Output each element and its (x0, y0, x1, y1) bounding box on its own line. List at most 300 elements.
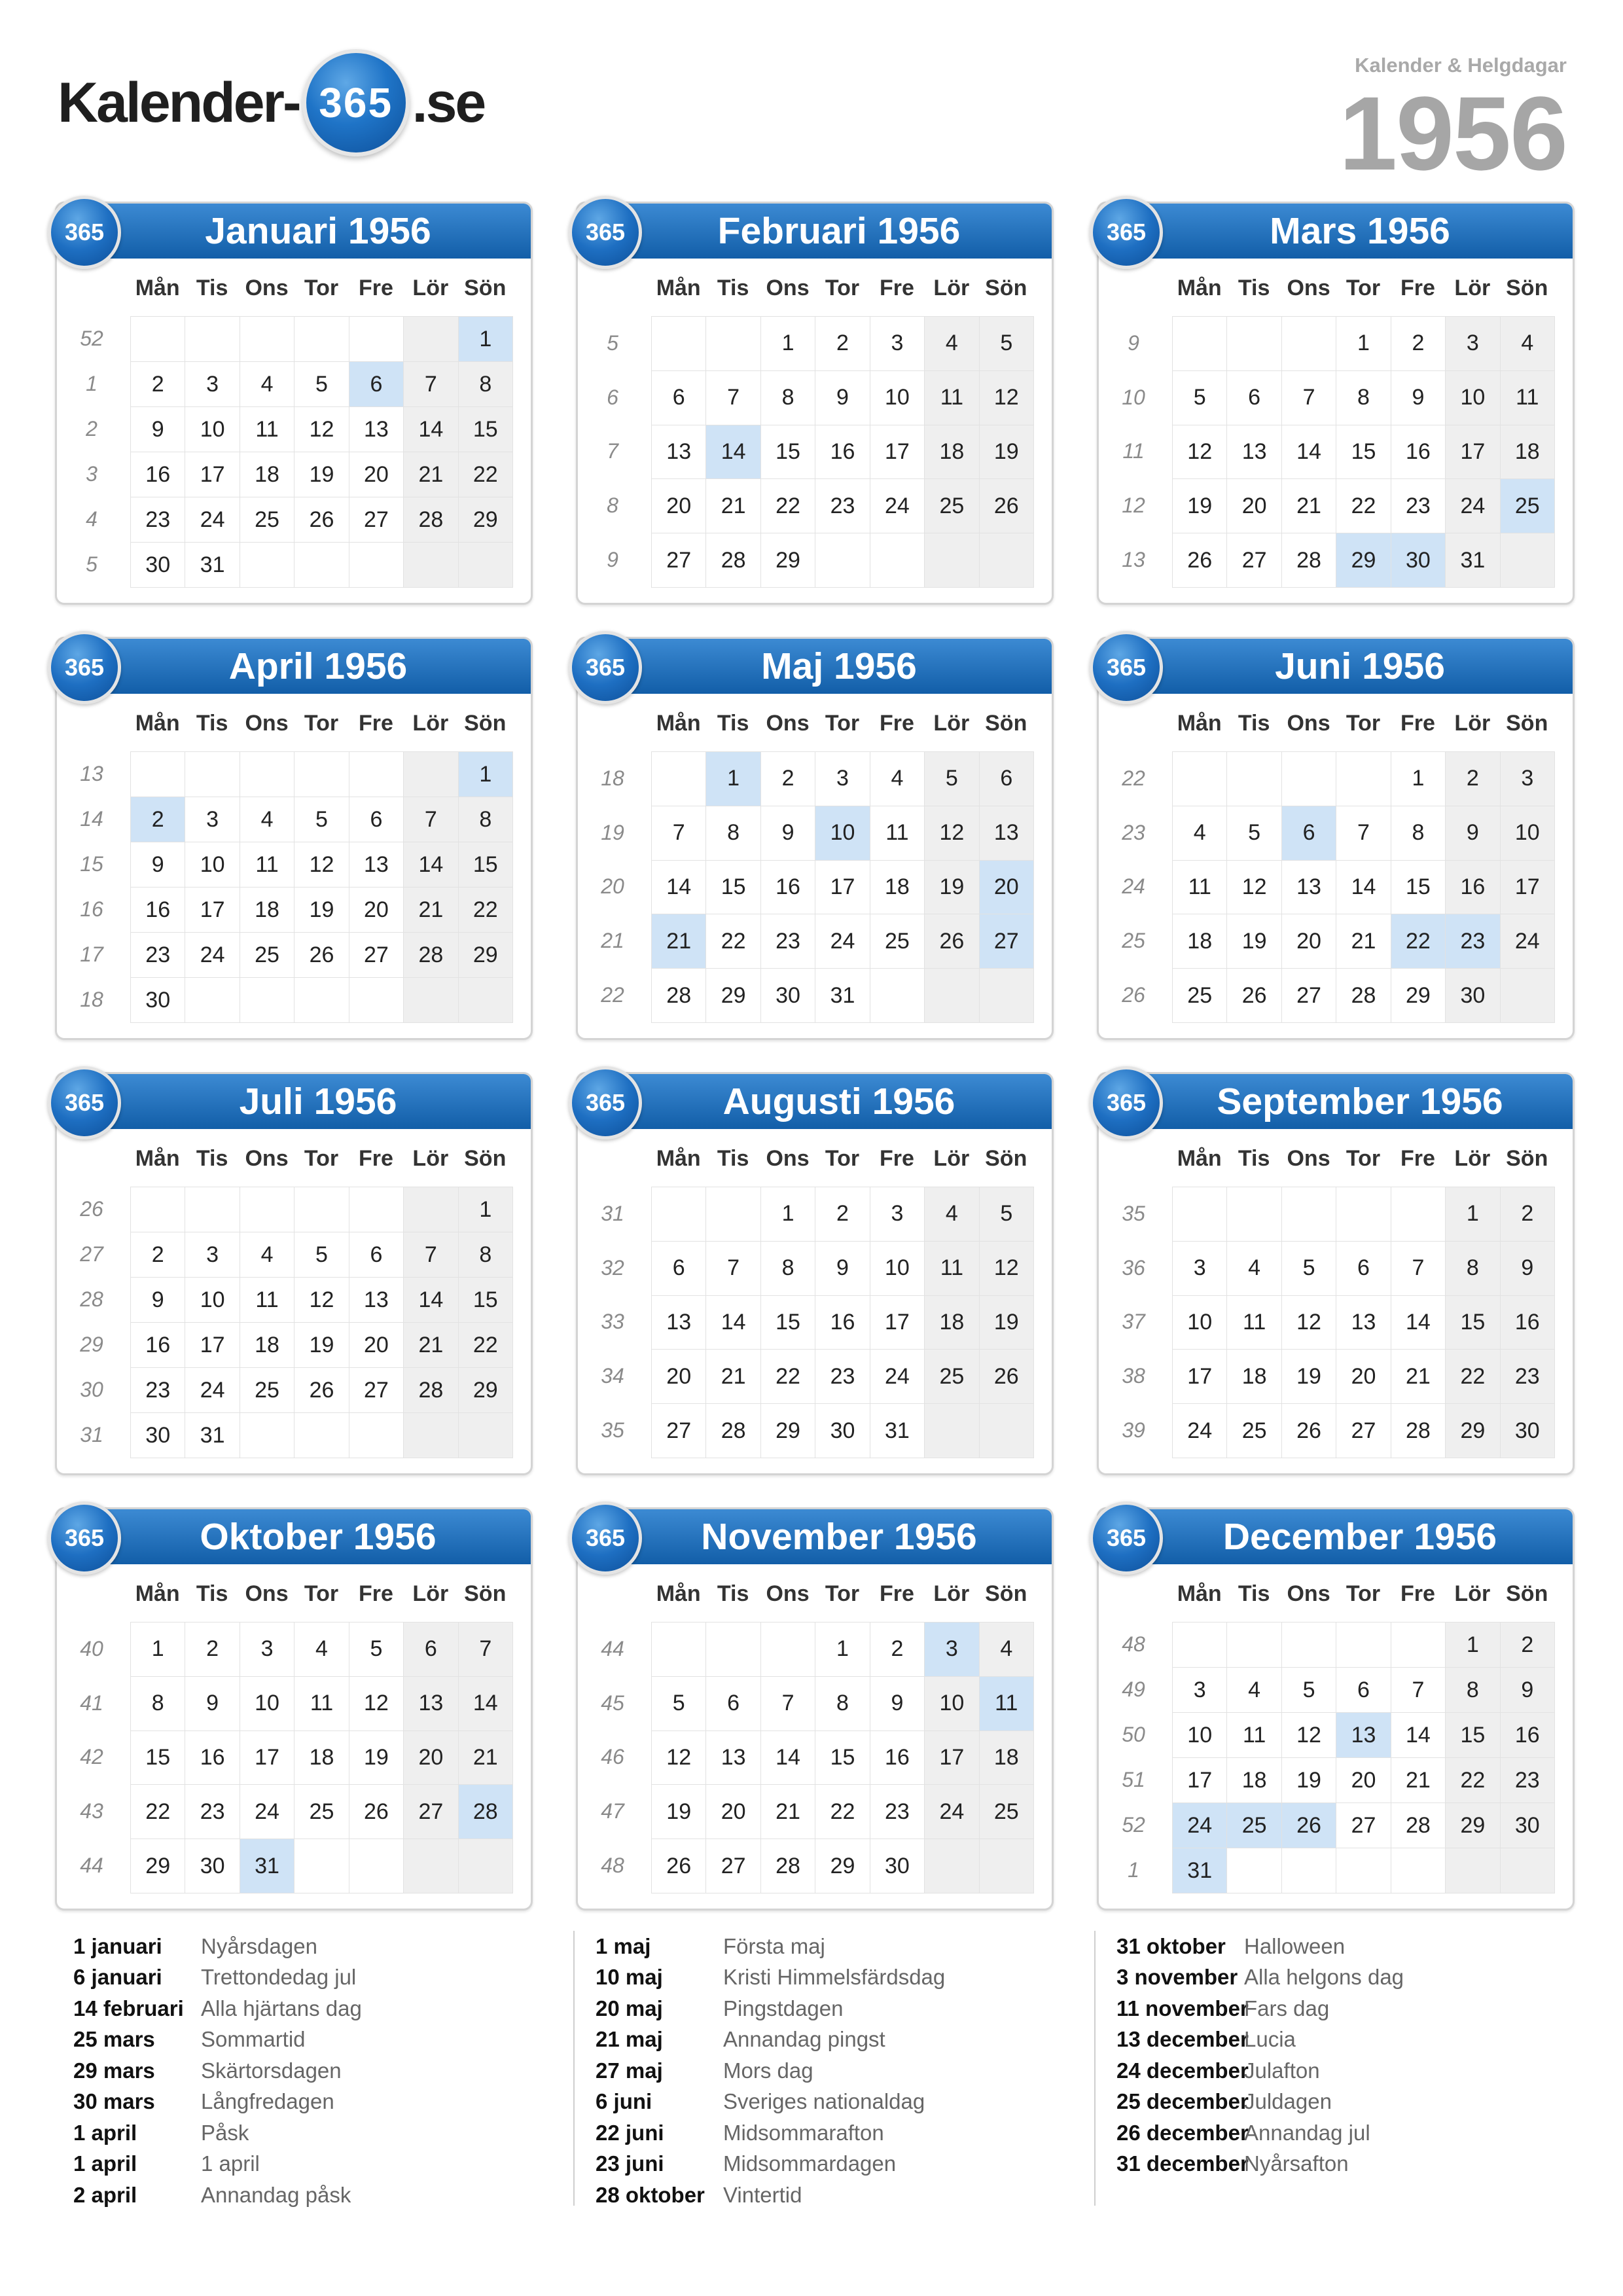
day-cell[interactable]: 3 (925, 1623, 979, 1677)
day-cell[interactable]: 20 (1227, 479, 1281, 533)
day-cell[interactable]: 17 (1501, 861, 1555, 915)
day-cell[interactable]: 26 (980, 479, 1034, 533)
day-cell[interactable]: 26 (294, 497, 349, 543)
day-cell[interactable]: 31 (185, 543, 240, 588)
day-cell[interactable]: 6 (349, 362, 404, 407)
day-cell[interactable]: 18 (1227, 1350, 1281, 1404)
day-cell[interactable]: 2 (815, 317, 870, 371)
day-cell[interactable]: 29 (459, 933, 513, 978)
day-cell[interactable]: 27 (404, 1785, 458, 1839)
day-cell[interactable]: 20 (1282, 914, 1336, 969)
day-cell[interactable]: 28 (404, 933, 458, 978)
day-cell[interactable]: 1 (1446, 1623, 1500, 1668)
day-cell[interactable]: 8 (459, 797, 513, 842)
day-cell[interactable]: 22 (761, 479, 815, 533)
day-cell[interactable]: 26 (1282, 1803, 1336, 1848)
day-cell[interactable]: 12 (294, 842, 349, 888)
day-cell[interactable]: 25 (240, 1368, 294, 1413)
day-cell[interactable]: 20 (1336, 1758, 1391, 1803)
day-cell[interactable]: 30 (1501, 1803, 1555, 1848)
day-cell[interactable]: 10 (185, 1278, 240, 1323)
day-cell[interactable]: 12 (925, 806, 979, 861)
day-cell[interactable]: 3 (1501, 752, 1555, 806)
day-cell[interactable]: 4 (240, 1232, 294, 1278)
day-cell[interactable]: 29 (1391, 969, 1446, 1023)
day-cell[interactable]: 28 (652, 969, 706, 1023)
day-cell[interactable]: 19 (349, 1731, 404, 1785)
day-cell[interactable]: 17 (185, 888, 240, 933)
day-cell[interactable]: 1 (459, 752, 513, 797)
day-cell[interactable]: 25 (925, 479, 979, 533)
day-cell[interactable]: 30 (1446, 969, 1500, 1023)
day-cell[interactable]: 9 (131, 1278, 185, 1323)
day-cell[interactable]: 7 (404, 362, 458, 407)
day-cell[interactable]: 30 (815, 1404, 870, 1458)
day-cell[interactable]: 8 (1446, 1668, 1500, 1713)
day-cell[interactable]: 10 (1173, 1296, 1227, 1350)
day-cell[interactable]: 8 (1446, 1242, 1500, 1296)
day-cell[interactable]: 3 (185, 362, 240, 407)
day-cell[interactable]: 17 (1173, 1350, 1227, 1404)
day-cell[interactable]: 14 (1282, 425, 1336, 480)
day-cell[interactable]: 26 (1282, 1404, 1336, 1458)
day-cell[interactable]: 5 (652, 1677, 706, 1731)
day-cell[interactable]: 4 (925, 1187, 979, 1242)
day-cell[interactable]: 25 (1173, 969, 1227, 1023)
day-cell[interactable]: 12 (652, 1731, 706, 1785)
day-cell[interactable]: 5 (1227, 806, 1281, 861)
day-cell[interactable]: 1 (761, 1187, 815, 1242)
day-cell[interactable]: 29 (761, 533, 815, 588)
day-cell[interactable]: 7 (1282, 371, 1336, 425)
day-cell[interactable]: 13 (706, 1731, 760, 1785)
day-cell[interactable]: 13 (349, 1278, 404, 1323)
day-cell[interactable]: 13 (1227, 425, 1281, 480)
day-cell[interactable]: 15 (1446, 1296, 1500, 1350)
day-cell[interactable]: 17 (1446, 425, 1500, 480)
day-cell[interactable]: 28 (404, 1368, 458, 1413)
day-cell[interactable]: 29 (1446, 1803, 1500, 1848)
day-cell[interactable]: 10 (1173, 1713, 1227, 1758)
day-cell[interactable]: 4 (1501, 317, 1555, 371)
day-cell[interactable]: 11 (870, 806, 925, 861)
day-cell[interactable]: 22 (815, 1785, 870, 1839)
day-cell[interactable]: 2 (870, 1623, 925, 1677)
day-cell[interactable]: 10 (1501, 806, 1555, 861)
day-cell[interactable]: 4 (980, 1623, 1034, 1677)
day-cell[interactable]: 29 (706, 969, 760, 1023)
day-cell[interactable]: 14 (1336, 861, 1391, 915)
day-cell[interactable]: 16 (815, 1296, 870, 1350)
day-cell[interactable]: 26 (294, 1368, 349, 1413)
day-cell[interactable]: 17 (1173, 1758, 1227, 1803)
day-cell[interactable]: 12 (980, 371, 1034, 425)
day-cell[interactable]: 28 (459, 1785, 513, 1839)
day-cell[interactable]: 23 (1391, 479, 1446, 533)
day-cell[interactable]: 15 (706, 861, 760, 915)
day-cell[interactable]: 6 (1227, 371, 1281, 425)
day-cell[interactable]: 6 (980, 752, 1034, 806)
day-cell[interactable]: 22 (1391, 914, 1446, 969)
day-cell[interactable]: 12 (1282, 1296, 1336, 1350)
day-cell[interactable]: 26 (349, 1785, 404, 1839)
day-cell[interactable]: 28 (761, 1839, 815, 1893)
day-cell[interactable]: 30 (870, 1839, 925, 1893)
day-cell[interactable]: 6 (349, 1232, 404, 1278)
day-cell[interactable]: 15 (761, 425, 815, 480)
day-cell[interactable]: 4 (240, 362, 294, 407)
day-cell[interactable]: 1 (1446, 1187, 1500, 1242)
day-cell[interactable]: 14 (404, 1278, 458, 1323)
day-cell[interactable]: 16 (131, 452, 185, 497)
day-cell[interactable]: 28 (1391, 1803, 1446, 1848)
day-cell[interactable]: 29 (761, 1404, 815, 1458)
day-cell[interactable]: 28 (1282, 533, 1336, 588)
day-cell[interactable]: 14 (652, 861, 706, 915)
day-cell[interactable]: 4 (925, 317, 979, 371)
day-cell[interactable]: 19 (1227, 914, 1281, 969)
day-cell[interactable]: 1 (131, 1623, 185, 1677)
day-cell[interactable]: 9 (131, 407, 185, 452)
day-cell[interactable]: 31 (1173, 1848, 1227, 1893)
day-cell[interactable]: 1 (459, 1187, 513, 1232)
day-cell[interactable]: 17 (185, 1323, 240, 1368)
day-cell[interactable]: 20 (980, 861, 1034, 915)
day-cell[interactable]: 11 (240, 1278, 294, 1323)
day-cell[interactable]: 24 (185, 933, 240, 978)
day-cell[interactable]: 18 (1227, 1758, 1281, 1803)
day-cell[interactable]: 11 (925, 1242, 979, 1296)
day-cell[interactable]: 6 (652, 1242, 706, 1296)
day-cell[interactable]: 26 (1227, 969, 1281, 1023)
day-cell[interactable]: 11 (240, 842, 294, 888)
day-cell[interactable]: 21 (1336, 914, 1391, 969)
day-cell[interactable]: 2 (131, 797, 185, 842)
day-cell[interactable]: 8 (131, 1677, 185, 1731)
day-cell[interactable]: 24 (815, 914, 870, 969)
day-cell[interactable]: 16 (815, 425, 870, 480)
day-cell[interactable]: 26 (652, 1839, 706, 1893)
day-cell[interactable]: 17 (925, 1731, 979, 1785)
day-cell[interactable]: 6 (706, 1677, 760, 1731)
day-cell[interactable]: 10 (870, 1242, 925, 1296)
day-cell[interactable]: 20 (1336, 1350, 1391, 1404)
day-cell[interactable]: 20 (404, 1731, 458, 1785)
day-cell[interactable]: 23 (1501, 1758, 1555, 1803)
day-cell[interactable]: 3 (815, 752, 870, 806)
day-cell[interactable]: 31 (1446, 533, 1500, 588)
day-cell[interactable]: 9 (815, 1242, 870, 1296)
day-cell[interactable]: 22 (459, 1323, 513, 1368)
day-cell[interactable]: 26 (925, 914, 979, 969)
day-cell[interactable]: 5 (294, 362, 349, 407)
day-cell[interactable]: 9 (815, 371, 870, 425)
day-cell[interactable]: 9 (1501, 1242, 1555, 1296)
day-cell[interactable]: 23 (1446, 914, 1500, 969)
day-cell[interactable]: 20 (652, 1350, 706, 1404)
day-cell[interactable]: 6 (1336, 1668, 1391, 1713)
day-cell[interactable]: 22 (706, 914, 760, 969)
day-cell[interactable]: 24 (870, 1350, 925, 1404)
day-cell[interactable]: 15 (761, 1296, 815, 1350)
day-cell[interactable]: 18 (1173, 914, 1227, 969)
day-cell[interactable]: 18 (925, 425, 979, 480)
day-cell[interactable]: 21 (761, 1785, 815, 1839)
day-cell[interactable]: 27 (980, 914, 1034, 969)
day-cell[interactable]: 23 (131, 1368, 185, 1413)
day-cell[interactable]: 1 (1336, 317, 1391, 371)
day-cell[interactable]: 17 (870, 1296, 925, 1350)
day-cell[interactable]: 9 (1501, 1668, 1555, 1713)
day-cell[interactable]: 1 (815, 1623, 870, 1677)
day-cell[interactable]: 10 (185, 407, 240, 452)
day-cell[interactable]: 3 (1446, 317, 1500, 371)
day-cell[interactable]: 15 (1336, 425, 1391, 480)
day-cell[interactable]: 27 (1336, 1803, 1391, 1848)
day-cell[interactable]: 12 (294, 407, 349, 452)
day-cell[interactable]: 25 (870, 914, 925, 969)
day-cell[interactable]: 5 (1173, 371, 1227, 425)
day-cell[interactable]: 27 (1227, 533, 1281, 588)
day-cell[interactable]: 22 (459, 452, 513, 497)
day-cell[interactable]: 13 (980, 806, 1034, 861)
day-cell[interactable]: 9 (761, 806, 815, 861)
day-cell[interactable]: 29 (1336, 533, 1391, 588)
day-cell[interactable]: 23 (185, 1785, 240, 1839)
day-cell[interactable]: 23 (761, 914, 815, 969)
day-cell[interactable]: 2 (131, 362, 185, 407)
day-cell[interactable]: 16 (185, 1731, 240, 1785)
day-cell[interactable]: 2 (1446, 752, 1500, 806)
day-cell[interactable]: 22 (1446, 1758, 1500, 1803)
day-cell[interactable]: 21 (652, 914, 706, 969)
day-cell[interactable]: 29 (1446, 1404, 1500, 1458)
day-cell[interactable]: 7 (652, 806, 706, 861)
day-cell[interactable]: 16 (131, 1323, 185, 1368)
day-cell[interactable]: 27 (652, 1404, 706, 1458)
day-cell[interactable]: 30 (131, 978, 185, 1023)
day-cell[interactable]: 21 (404, 1323, 458, 1368)
day-cell[interactable]: 3 (870, 1187, 925, 1242)
day-cell[interactable]: 9 (1446, 806, 1500, 861)
day-cell[interactable]: 22 (459, 888, 513, 933)
day-cell[interactable]: 24 (1446, 479, 1500, 533)
day-cell[interactable]: 7 (459, 1623, 513, 1677)
day-cell[interactable]: 24 (1173, 1404, 1227, 1458)
day-cell[interactable]: 5 (1282, 1668, 1336, 1713)
day-cell[interactable]: 24 (185, 1368, 240, 1413)
day-cell[interactable]: 20 (349, 888, 404, 933)
day-cell[interactable]: 2 (815, 1187, 870, 1242)
day-cell[interactable]: 8 (815, 1677, 870, 1731)
day-cell[interactable]: 16 (761, 861, 815, 915)
day-cell[interactable]: 5 (294, 797, 349, 842)
day-cell[interactable]: 11 (925, 371, 979, 425)
day-cell[interactable]: 21 (706, 479, 760, 533)
day-cell[interactable]: 14 (1391, 1296, 1446, 1350)
day-cell[interactable]: 22 (131, 1785, 185, 1839)
day-cell[interactable]: 8 (1336, 371, 1391, 425)
day-cell[interactable]: 10 (925, 1677, 979, 1731)
day-cell[interactable]: 18 (980, 1731, 1034, 1785)
day-cell[interactable]: 17 (185, 452, 240, 497)
day-cell[interactable]: 3 (185, 1232, 240, 1278)
day-cell[interactable]: 30 (185, 1839, 240, 1893)
day-cell[interactable]: 2 (1501, 1187, 1555, 1242)
day-cell[interactable]: 12 (1282, 1713, 1336, 1758)
day-cell[interactable]: 15 (459, 1278, 513, 1323)
day-cell[interactable]: 8 (459, 362, 513, 407)
day-cell[interactable]: 11 (980, 1677, 1034, 1731)
day-cell[interactable]: 24 (240, 1785, 294, 1839)
day-cell[interactable]: 12 (1227, 861, 1281, 915)
day-cell[interactable]: 30 (1391, 533, 1446, 588)
day-cell[interactable]: 7 (1336, 806, 1391, 861)
day-cell[interactable]: 16 (870, 1731, 925, 1785)
day-cell[interactable]: 31 (240, 1839, 294, 1893)
day-cell[interactable]: 19 (1282, 1758, 1336, 1803)
day-cell[interactable]: 23 (815, 479, 870, 533)
day-cell[interactable]: 24 (185, 497, 240, 543)
day-cell[interactable]: 23 (1501, 1350, 1555, 1404)
day-cell[interactable]: 29 (815, 1839, 870, 1893)
day-cell[interactable]: 20 (652, 479, 706, 533)
day-cell[interactable]: 19 (294, 452, 349, 497)
day-cell[interactable]: 14 (706, 1296, 760, 1350)
day-cell[interactable]: 15 (131, 1731, 185, 1785)
day-cell[interactable]: 18 (1501, 425, 1555, 480)
day-cell[interactable]: 24 (925, 1785, 979, 1839)
day-cell[interactable]: 18 (294, 1731, 349, 1785)
day-cell[interactable]: 9 (185, 1677, 240, 1731)
day-cell[interactable]: 6 (349, 797, 404, 842)
day-cell[interactable]: 11 (240, 407, 294, 452)
day-cell[interactable]: 5 (349, 1623, 404, 1677)
day-cell[interactable]: 28 (1391, 1404, 1446, 1458)
day-cell[interactable]: 10 (870, 371, 925, 425)
day-cell[interactable]: 14 (404, 407, 458, 452)
day-cell[interactable]: 2 (185, 1623, 240, 1677)
day-cell[interactable]: 29 (131, 1839, 185, 1893)
day-cell[interactable]: 30 (761, 969, 815, 1023)
day-cell[interactable]: 1 (761, 317, 815, 371)
day-cell[interactable]: 21 (1282, 479, 1336, 533)
day-cell[interactable]: 30 (131, 1413, 185, 1458)
day-cell[interactable]: 25 (1227, 1803, 1281, 1848)
day-cell[interactable]: 25 (980, 1785, 1034, 1839)
day-cell[interactable]: 31 (185, 1413, 240, 1458)
day-cell[interactable]: 25 (1227, 1404, 1281, 1458)
day-cell[interactable]: 5 (294, 1232, 349, 1278)
day-cell[interactable]: 10 (185, 842, 240, 888)
day-cell[interactable]: 24 (1501, 914, 1555, 969)
day-cell[interactable]: 18 (240, 1323, 294, 1368)
day-cell[interactable]: 30 (1501, 1404, 1555, 1458)
day-cell[interactable]: 13 (1336, 1713, 1391, 1758)
day-cell[interactable]: 23 (131, 933, 185, 978)
day-cell[interactable]: 26 (294, 933, 349, 978)
day-cell[interactable]: 15 (1446, 1713, 1500, 1758)
day-cell[interactable]: 11 (1227, 1713, 1281, 1758)
day-cell[interactable]: 2 (1391, 317, 1446, 371)
day-cell[interactable]: 20 (706, 1785, 760, 1839)
day-cell[interactable]: 10 (240, 1677, 294, 1731)
day-cell[interactable]: 26 (980, 1350, 1034, 1404)
day-cell[interactable]: 10 (1446, 371, 1500, 425)
day-cell[interactable]: 22 (761, 1350, 815, 1404)
day-cell[interactable]: 7 (1391, 1668, 1446, 1713)
day-cell[interactable]: 28 (706, 533, 760, 588)
day-cell[interactable]: 12 (349, 1677, 404, 1731)
day-cell[interactable]: 14 (404, 842, 458, 888)
day-cell[interactable]: 3 (870, 317, 925, 371)
day-cell[interactable]: 11 (294, 1677, 349, 1731)
day-cell[interactable]: 19 (980, 1296, 1034, 1350)
day-cell[interactable]: 28 (1336, 969, 1391, 1023)
day-cell[interactable]: 1 (1391, 752, 1446, 806)
day-cell[interactable]: 9 (131, 842, 185, 888)
day-cell[interactable]: 5 (1282, 1242, 1336, 1296)
day-cell[interactable]: 20 (349, 1323, 404, 1368)
day-cell[interactable]: 21 (404, 888, 458, 933)
day-cell[interactable]: 27 (349, 1368, 404, 1413)
day-cell[interactable]: 14 (761, 1731, 815, 1785)
day-cell[interactable]: 3 (1173, 1242, 1227, 1296)
day-cell[interactable]: 11 (1501, 371, 1555, 425)
day-cell[interactable]: 4 (870, 752, 925, 806)
day-cell[interactable]: 13 (1336, 1296, 1391, 1350)
day-cell[interactable]: 20 (349, 452, 404, 497)
day-cell[interactable]: 21 (1391, 1758, 1446, 1803)
day-cell[interactable]: 29 (459, 1368, 513, 1413)
day-cell[interactable]: 25 (1501, 479, 1555, 533)
day-cell[interactable]: 16 (131, 888, 185, 933)
day-cell[interactable]: 4 (1173, 806, 1227, 861)
day-cell[interactable]: 31 (815, 969, 870, 1023)
day-cell[interactable]: 19 (294, 1323, 349, 1368)
day-cell[interactable]: 21 (459, 1731, 513, 1785)
day-cell[interactable]: 25 (240, 933, 294, 978)
day-cell[interactable]: 16 (1501, 1713, 1555, 1758)
day-cell[interactable]: 7 (761, 1677, 815, 1731)
day-cell[interactable]: 18 (925, 1296, 979, 1350)
day-cell[interactable]: 4 (1227, 1668, 1281, 1713)
day-cell[interactable]: 28 (706, 1404, 760, 1458)
day-cell[interactable]: 3 (1173, 1668, 1227, 1713)
day-cell[interactable]: 19 (652, 1785, 706, 1839)
day-cell[interactable]: 8 (459, 1232, 513, 1278)
day-cell[interactable]: 27 (706, 1839, 760, 1893)
day-cell[interactable]: 30 (131, 543, 185, 588)
day-cell[interactable]: 3 (240, 1623, 294, 1677)
day-cell[interactable]: 13 (652, 1296, 706, 1350)
day-cell[interactable]: 13 (404, 1677, 458, 1731)
site-logo[interactable] (58, 47, 484, 158)
day-cell[interactable]: 24 (870, 479, 925, 533)
day-cell[interactable]: 5 (980, 317, 1034, 371)
day-cell[interactable]: 14 (1391, 1713, 1446, 1758)
day-cell[interactable]: 18 (870, 861, 925, 915)
day-cell[interactable]: 19 (1173, 479, 1227, 533)
day-cell[interactable]: 21 (404, 452, 458, 497)
day-cell[interactable]: 25 (240, 497, 294, 543)
day-cell[interactable]: 17 (240, 1731, 294, 1785)
day-cell[interactable]: 29 (459, 497, 513, 543)
day-cell[interactable]: 4 (240, 797, 294, 842)
day-cell[interactable]: 16 (1501, 1296, 1555, 1350)
day-cell[interactable]: 15 (815, 1731, 870, 1785)
day-cell[interactable]: 11 (1173, 861, 1227, 915)
